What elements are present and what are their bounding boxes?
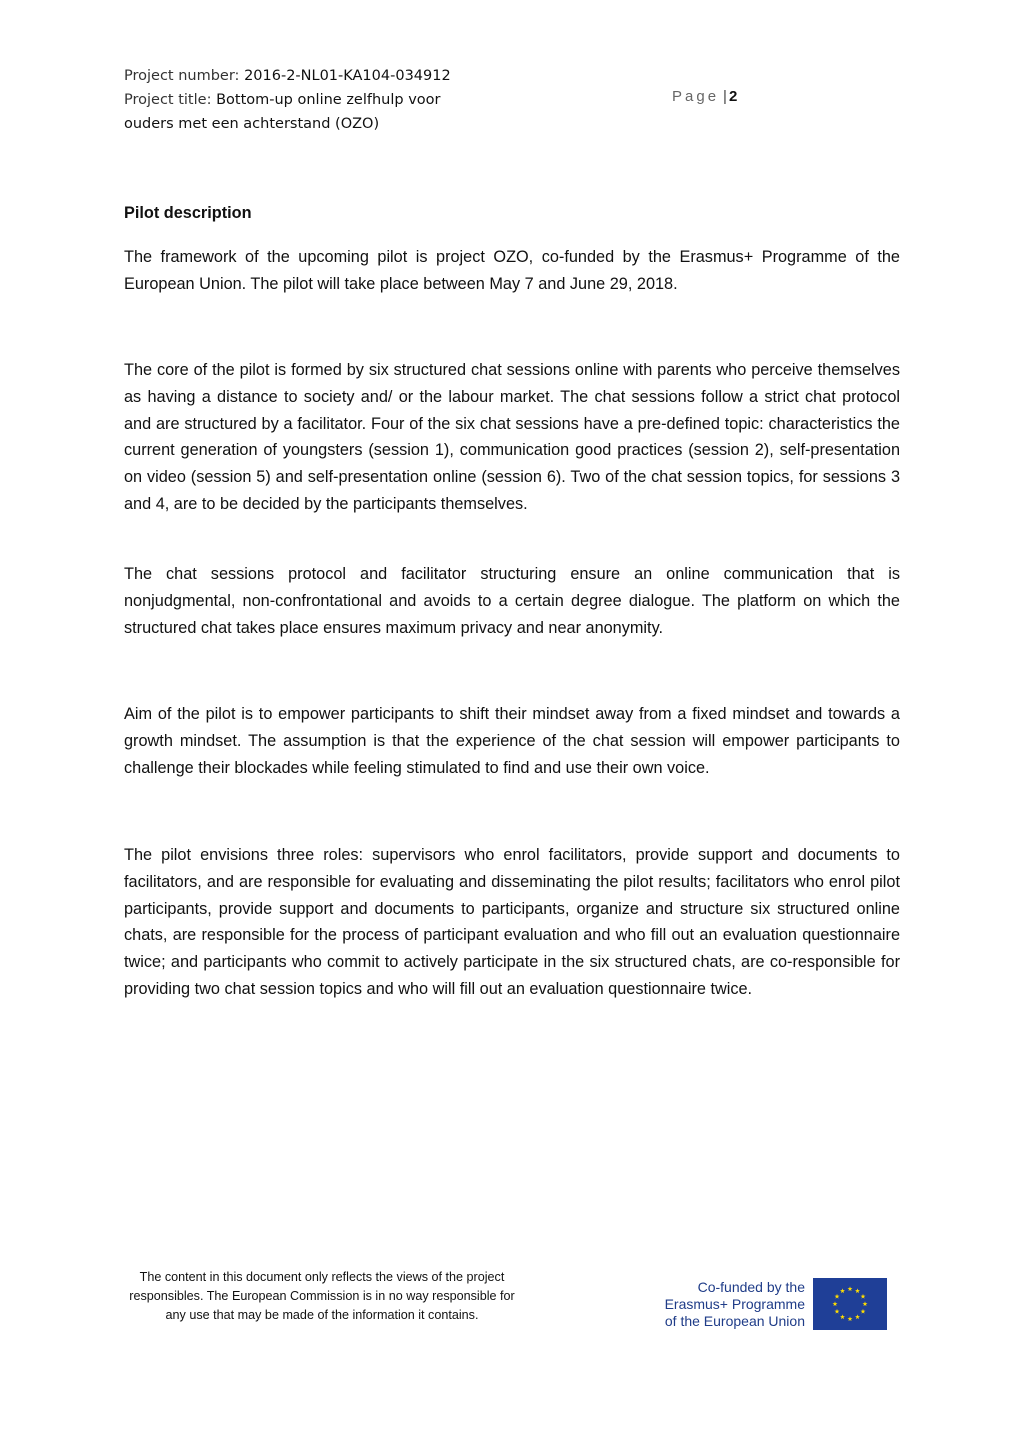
paragraph-roles: The pilot envisions three roles: supervisors who enrol facilitators, provide support and documents to facilitators, and are responsible for evaluating and disseminating the pilot results; facilitators who enrol pilot participants, provide support and documents to participants, organize and structure six structured online chats, are responsible for the process of participant evaluation and who fill out an evaluation questionnaire twice; and participants who commit to actively participate in the six structured chats, are co-responsible for providing two chat session topics and who will fill out an evaluation questionnaire twice. <box>124 846 900 998</box>
eu-logo-line3: of the European Union <box>664 1312 805 1329</box>
project-number-value: 2016-2-NL01-KA104-034912 <box>244 68 451 84</box>
footer-disclaimer: The content in this document only reflects the views of the project responsibles. The European Commission is in no way responsible for any use that may be made of the information it contains. <box>129 1270 515 1322</box>
page-label: Page <box>672 88 720 105</box>
project-title-label: Project title: <box>124 92 212 108</box>
eu-cofunded-logo <box>650 1276 890 1332</box>
page-separator: | <box>723 88 727 105</box>
eu-logo-text <box>650 1279 813 1330</box>
eu-logo-line2: Erasmus+ Programme <box>664 1295 805 1312</box>
paragraph-core: The core of the pilot is formed by six structured chat sessions online with parents who perceive themselves as having a distance to society and/ or the labour market. The chat sessions follow a strict chat protocol and are structured by a facilitator. Four of the six chat sessions have a pre-defined topic: characteristics the current generation of youngsters (session 1), communication good practices (session 2), self-presentation on video (session 5) and self-presentation online (session 6). Two of the chat session topics, for sessions 3 and 4, are to be decided by the participants themselves. <box>124 361 900 513</box>
page-indicator <box>672 88 737 105</box>
eu-stars-icon <box>813 1278 887 1330</box>
eu-star <box>848 1316 853 1321</box>
paragraph-framework: The framework of the upcoming pilot is project OZO, co-funded by the Erasmus+ Programme of the European Union. The pilot will take place between May 7 and June 29, 2018. <box>124 248 900 293</box>
eu-star <box>840 1288 845 1293</box>
eu-logo-line1: Co-funded by the <box>697 1278 805 1295</box>
eu-star <box>861 1309 866 1314</box>
project-number-label: Project number: <box>124 68 240 84</box>
eu-star <box>848 1286 853 1291</box>
project-number-line <box>124 64 804 88</box>
eu-flag-icon <box>813 1278 887 1330</box>
section-heading: Pilot description <box>124 204 252 222</box>
eu-star <box>833 1301 838 1306</box>
page-number: 2 <box>728 88 738 105</box>
eu-star <box>855 1314 860 1319</box>
paragraph-aim: Aim of the pilot is to empower participants to shift their mindset away from a fixed mindset and towards a growth mindset. The assumption is that the experience of the chat session will empower participants to challenge their blockades while feeling stimulated to find and use their own voice. <box>124 705 900 777</box>
eu-star <box>863 1301 868 1306</box>
project-title-value-line1: Bottom-up online zelfhulp voor <box>216 92 441 108</box>
eu-star <box>840 1314 845 1319</box>
eu-star <box>835 1309 840 1314</box>
project-title-value-line2: ouders met een achterstand (OZO) <box>124 116 380 132</box>
eu-star <box>855 1288 860 1293</box>
eu-star <box>835 1294 840 1299</box>
eu-star <box>861 1294 866 1299</box>
paragraph-protocol: The chat sessions protocol and facilitator structuring ensure an online communication that is nonjudgmental, non-confrontational and avoids to a certain degree dialogue. The platform on which the structured chat takes place ensures maximum privacy and near anonymity. <box>124 565 900 637</box>
